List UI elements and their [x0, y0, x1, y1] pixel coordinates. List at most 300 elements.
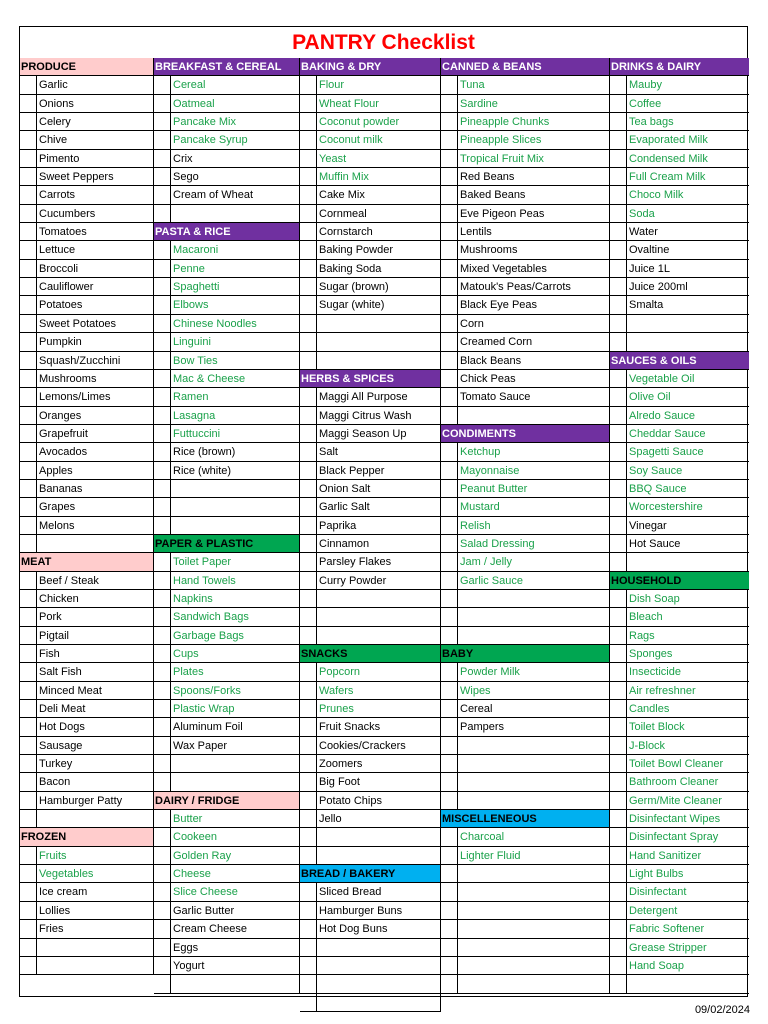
checkbox[interactable] [20, 168, 37, 185]
checkbox[interactable] [154, 296, 171, 313]
item-label: Juice 1L [629, 262, 670, 275]
checkbox[interactable] [20, 883, 37, 900]
checkbox[interactable] [610, 957, 627, 974]
checkbox[interactable] [154, 883, 171, 900]
checkbox[interactable] [154, 645, 171, 662]
item-label: Chick Peas [460, 372, 516, 385]
checkbox[interactable] [441, 443, 458, 460]
item-label: Bleach [629, 611, 663, 624]
section-title: BREAD / BAKERY [301, 868, 396, 881]
checkbox[interactable] [154, 315, 171, 332]
checkbox[interactable] [441, 223, 458, 240]
checkbox[interactable] [441, 755, 458, 772]
list-item [20, 296, 153, 314]
item-label: Disinfectant Wipes [629, 813, 721, 826]
item-label: Bacon [39, 776, 71, 789]
item-label: Wax Paper [173, 739, 228, 752]
checkbox[interactable] [20, 223, 37, 240]
item-label: Eve Pigeon Peas [460, 207, 545, 220]
list-item [610, 663, 749, 681]
checkbox[interactable] [610, 737, 627, 754]
checkbox[interactable] [20, 260, 37, 277]
checkbox[interactable] [441, 407, 458, 424]
checkbox[interactable] [610, 627, 627, 644]
checkbox[interactable] [610, 462, 627, 479]
checkbox[interactable] [20, 150, 37, 167]
checkbox[interactable] [441, 278, 458, 295]
checkbox[interactable] [441, 113, 458, 130]
checkbox[interactable] [441, 260, 458, 277]
checkbox[interactable] [154, 553, 171, 570]
checkbox[interactable] [441, 315, 458, 332]
checkbox[interactable] [20, 535, 37, 552]
checkbox[interactable] [300, 352, 317, 369]
checkbox[interactable] [300, 737, 317, 754]
checkbox[interactable] [300, 590, 317, 607]
item-label: Garlic Butter [173, 904, 235, 917]
list-item [20, 241, 153, 259]
checkbox[interactable] [154, 517, 171, 534]
checkbox[interactable] [610, 517, 627, 534]
checkbox[interactable] [441, 296, 458, 313]
checkbox[interactable] [441, 792, 458, 809]
checkbox[interactable] [154, 608, 171, 625]
checkbox[interactable] [300, 572, 317, 589]
checkbox[interactable] [300, 682, 317, 699]
checkbox[interactable] [300, 608, 317, 625]
checkbox[interactable] [441, 76, 458, 93]
checkbox[interactable] [441, 462, 458, 479]
checkbox[interactable] [300, 296, 317, 313]
checkbox[interactable] [154, 939, 171, 956]
checkbox[interactable] [441, 553, 458, 570]
checkbox[interactable] [154, 627, 171, 644]
checkbox[interactable] [441, 168, 458, 185]
list-item [610, 498, 749, 516]
checkbox[interactable] [610, 425, 627, 442]
checkbox[interactable] [154, 150, 171, 167]
list-item [610, 975, 749, 993]
checkbox[interactable] [154, 186, 171, 203]
checkbox[interactable] [610, 223, 627, 240]
checkbox[interactable] [300, 150, 317, 167]
list-item [610, 883, 749, 901]
list-item [154, 315, 299, 333]
checkbox[interactable] [154, 205, 171, 222]
checkbox[interactable] [610, 883, 627, 900]
checkbox[interactable] [300, 663, 317, 680]
checkbox[interactable] [20, 205, 37, 222]
checkbox[interactable] [300, 700, 317, 717]
checkbox[interactable] [441, 773, 458, 790]
checkbox[interactable] [300, 792, 317, 809]
checkbox[interactable] [300, 627, 317, 644]
checkbox[interactable] [154, 407, 171, 424]
checkbox[interactable] [441, 608, 458, 625]
item-label: Garlic [39, 79, 68, 92]
checkbox[interactable] [610, 296, 627, 313]
list-item [154, 388, 299, 406]
checkbox[interactable] [610, 113, 627, 130]
checkbox[interactable] [441, 498, 458, 515]
checkbox[interactable] [610, 847, 627, 864]
list-item [154, 333, 299, 351]
checkbox[interactable] [20, 902, 37, 919]
checkbox[interactable] [300, 186, 317, 203]
checkbox[interactable] [441, 920, 458, 937]
checkbox[interactable] [154, 572, 171, 589]
checkbox[interactable] [610, 443, 627, 460]
list-item [154, 131, 299, 149]
list-item [441, 407, 609, 425]
checkbox[interactable] [20, 296, 37, 313]
checkbox[interactable] [300, 553, 317, 570]
item-label: Maggi Citrus Wash [319, 409, 412, 422]
checkbox[interactable] [154, 425, 171, 442]
checkbox[interactable] [441, 241, 458, 258]
checkbox[interactable] [154, 370, 171, 387]
checkbox[interactable] [20, 792, 37, 809]
list-item [610, 95, 749, 113]
checkbox[interactable] [610, 480, 627, 497]
checkbox[interactable] [300, 241, 317, 258]
checkbox[interactable] [154, 590, 171, 607]
checkbox[interactable] [154, 95, 171, 112]
checkbox[interactable] [441, 663, 458, 680]
checkbox[interactable] [610, 260, 627, 277]
checkbox[interactable] [610, 920, 627, 937]
checkbox[interactable] [610, 700, 627, 717]
list-item [441, 462, 609, 480]
checkbox[interactable] [20, 186, 37, 203]
checkbox[interactable] [20, 920, 37, 937]
checkbox[interactable] [154, 241, 171, 258]
checkbox[interactable] [20, 241, 37, 258]
list-item [300, 535, 440, 553]
checkbox[interactable] [20, 755, 37, 772]
checkbox[interactable] [300, 828, 317, 845]
checkbox[interactable] [20, 278, 37, 295]
checkbox[interactable] [610, 168, 627, 185]
checkbox[interactable] [20, 425, 37, 442]
checkbox[interactable] [154, 76, 171, 93]
checkbox[interactable] [20, 810, 37, 827]
checkbox[interactable] [610, 370, 627, 387]
checkbox[interactable] [300, 168, 317, 185]
checkbox[interactable] [300, 333, 317, 350]
checkbox[interactable] [300, 260, 317, 277]
item-label: Relish [460, 519, 491, 532]
item-label: Zoomers [319, 758, 363, 771]
item-label: Lemons/Limes [39, 391, 111, 404]
list-item [610, 517, 749, 535]
checkbox[interactable] [154, 443, 171, 460]
checkbox[interactable] [300, 755, 317, 772]
checkbox[interactable] [154, 773, 171, 790]
checkbox[interactable] [610, 407, 627, 424]
checkbox[interactable] [300, 718, 317, 735]
checkbox[interactable] [441, 682, 458, 699]
checkbox[interactable] [154, 388, 171, 405]
checkbox[interactable] [154, 902, 171, 919]
checkbox[interactable] [300, 498, 317, 515]
checkbox[interactable] [300, 407, 317, 424]
checkbox[interactable] [441, 957, 458, 974]
checkbox[interactable] [154, 131, 171, 148]
list-item [154, 241, 299, 259]
checkbox[interactable] [300, 847, 317, 864]
checkbox[interactable] [154, 700, 171, 717]
list-item [154, 205, 299, 223]
checkbox[interactable] [20, 939, 37, 956]
print-date: 09/02/2024 [694, 1004, 750, 1016]
list-item [20, 462, 153, 480]
checkbox[interactable] [610, 131, 627, 148]
checkbox[interactable] [300, 517, 317, 534]
item-label: Sliced Bread [319, 886, 382, 899]
checkbox[interactable] [20, 480, 37, 497]
checkbox[interactable] [610, 792, 627, 809]
checkbox[interactable] [610, 755, 627, 772]
item-label: Tomatoes [39, 226, 87, 239]
list-item [441, 865, 609, 883]
checkbox[interactable] [154, 847, 171, 864]
checkbox[interactable] [20, 462, 37, 479]
checkbox[interactable] [300, 480, 317, 497]
checkbox[interactable] [441, 883, 458, 900]
list-item [154, 773, 299, 791]
checkbox[interactable] [20, 645, 37, 662]
checkbox[interactable] [441, 737, 458, 754]
checkbox[interactable] [610, 333, 627, 350]
checkbox[interactable] [20, 608, 37, 625]
checkbox[interactable] [441, 975, 458, 992]
checkbox[interactable] [20, 315, 37, 332]
checkbox[interactable] [441, 333, 458, 350]
checkbox[interactable] [441, 700, 458, 717]
checkbox[interactable] [154, 168, 171, 185]
list-item [441, 241, 609, 259]
checkbox[interactable] [610, 150, 627, 167]
checkbox[interactable] [610, 205, 627, 222]
checkbox[interactable] [20, 95, 37, 112]
item-label: Jam / Jelly [460, 556, 512, 569]
item-label: Flour [319, 79, 345, 92]
checkbox[interactable] [154, 278, 171, 295]
checkbox[interactable] [20, 700, 37, 717]
list-item [20, 260, 153, 278]
checkbox[interactable] [154, 975, 171, 992]
column-5 [610, 58, 749, 994]
section-header [154, 535, 299, 553]
checkbox[interactable] [20, 113, 37, 130]
checkbox[interactable] [610, 590, 627, 607]
list-item [300, 95, 440, 113]
checkbox[interactable] [300, 278, 317, 295]
list-item [441, 260, 609, 278]
checkbox[interactable] [20, 388, 37, 405]
checkbox[interactable] [610, 315, 627, 332]
checkbox[interactable] [610, 498, 627, 515]
item-label: Vinegar [629, 519, 667, 532]
checkbox[interactable] [300, 975, 317, 992]
checkbox[interactable] [20, 76, 37, 93]
checkbox[interactable] [300, 425, 317, 442]
checkbox[interactable] [300, 939, 317, 956]
item-label: Lettuce [39, 244, 76, 257]
checkbox[interactable] [20, 663, 37, 680]
list-item [300, 737, 440, 755]
checkbox[interactable] [441, 939, 458, 956]
checkbox[interactable] [300, 76, 317, 93]
checkbox[interactable] [154, 755, 171, 772]
checkbox[interactable] [20, 682, 37, 699]
checkbox[interactable] [441, 590, 458, 607]
checkbox[interactable] [300, 443, 317, 460]
checkbox[interactable] [20, 131, 37, 148]
checkbox[interactable] [20, 498, 37, 515]
checkbox[interactable] [441, 370, 458, 387]
checkbox[interactable] [300, 957, 317, 974]
checkbox[interactable] [441, 535, 458, 552]
list-item [20, 682, 153, 700]
checkbox[interactable] [610, 682, 627, 699]
checkbox[interactable] [154, 828, 171, 845]
checkbox[interactable] [441, 480, 458, 497]
checkbox[interactable] [154, 682, 171, 699]
checkbox[interactable] [441, 205, 458, 222]
item-label: Golden Ray [173, 849, 232, 862]
checkbox[interactable] [20, 572, 37, 589]
checkbox[interactable] [610, 828, 627, 845]
checkbox[interactable] [441, 186, 458, 203]
checkbox[interactable] [300, 95, 317, 112]
list-item [20, 205, 153, 223]
checkbox[interactable] [300, 388, 317, 405]
checkbox[interactable] [154, 737, 171, 754]
checkbox[interactable] [20, 443, 37, 460]
checkbox[interactable] [154, 352, 171, 369]
checkbox[interactable] [441, 95, 458, 112]
checkbox[interactable] [20, 352, 37, 369]
checkbox[interactable] [154, 865, 171, 882]
checkbox[interactable] [610, 975, 627, 992]
checkbox[interactable] [20, 718, 37, 735]
checkbox[interactable] [610, 663, 627, 680]
checkbox[interactable] [20, 590, 37, 607]
checkbox[interactable] [441, 517, 458, 534]
checkbox[interactable] [300, 902, 317, 919]
checkbox[interactable] [154, 663, 171, 680]
checkbox[interactable] [154, 718, 171, 735]
checkbox[interactable] [300, 315, 317, 332]
checkbox[interactable] [20, 333, 37, 350]
item-label: Olive Oil [629, 391, 671, 404]
checkbox[interactable] [610, 388, 627, 405]
checkbox[interactable] [610, 939, 627, 956]
checkbox[interactable] [441, 902, 458, 919]
checkbox[interactable] [441, 150, 458, 167]
checkbox[interactable] [610, 902, 627, 919]
checkbox[interactable] [154, 920, 171, 937]
checkbox[interactable] [441, 352, 458, 369]
checkbox[interactable] [441, 865, 458, 882]
checkbox[interactable] [154, 333, 171, 350]
list-item [610, 76, 749, 94]
checkbox[interactable] [20, 407, 37, 424]
checkbox[interactable] [610, 645, 627, 662]
checkbox[interactable] [20, 737, 37, 754]
checkbox[interactable] [300, 773, 317, 790]
item-label: Black Eye Peas [460, 299, 538, 312]
checkbox[interactable] [441, 388, 458, 405]
checkbox[interactable] [610, 773, 627, 790]
checkbox[interactable] [300, 113, 317, 130]
section-header [300, 865, 440, 883]
checkbox[interactable] [300, 462, 317, 479]
checkbox[interactable] [300, 920, 317, 937]
list-item [20, 443, 153, 461]
checkbox[interactable] [441, 828, 458, 845]
checkbox[interactable] [154, 498, 171, 515]
checkbox[interactable] [154, 113, 171, 130]
checkbox[interactable] [20, 865, 37, 882]
checkbox[interactable] [610, 718, 627, 735]
checkbox[interactable] [610, 278, 627, 295]
checkbox[interactable] [610, 810, 627, 827]
checkbox[interactable] [154, 480, 171, 497]
checkbox[interactable] [300, 535, 317, 552]
checkbox[interactable] [20, 957, 37, 974]
checkbox[interactable] [20, 627, 37, 644]
checkbox[interactable] [300, 131, 317, 148]
checkbox[interactable] [300, 205, 317, 222]
checkbox[interactable] [20, 773, 37, 790]
list-item [441, 352, 609, 370]
checkbox[interactable] [610, 241, 627, 258]
checkbox[interactable] [610, 76, 627, 93]
checkbox[interactable] [154, 462, 171, 479]
checkbox[interactable] [441, 572, 458, 589]
checkbox[interactable] [610, 535, 627, 552]
checkbox[interactable] [20, 517, 37, 534]
checkbox[interactable] [300, 810, 317, 827]
item-label: Pimento [39, 152, 80, 165]
checkbox[interactable] [610, 865, 627, 882]
checkbox[interactable] [441, 847, 458, 864]
checkbox[interactable] [441, 131, 458, 148]
checkbox[interactable] [154, 810, 171, 827]
list-item [610, 315, 749, 333]
checkbox[interactable] [154, 260, 171, 277]
checkbox[interactable] [300, 883, 317, 900]
list-item [20, 645, 153, 663]
checkbox[interactable] [610, 186, 627, 203]
list-item [610, 700, 749, 718]
list-item [441, 572, 609, 590]
checkbox[interactable] [20, 370, 37, 387]
checkbox[interactable] [300, 994, 317, 1011]
checkbox[interactable] [610, 608, 627, 625]
checkbox[interactable] [610, 95, 627, 112]
checkbox[interactable] [300, 223, 317, 240]
checkbox[interactable] [441, 718, 458, 735]
list-item [610, 535, 749, 553]
checkbox[interactable] [20, 847, 37, 864]
checkbox[interactable] [610, 553, 627, 570]
checkbox[interactable] [154, 957, 171, 974]
checkbox[interactable] [441, 627, 458, 644]
